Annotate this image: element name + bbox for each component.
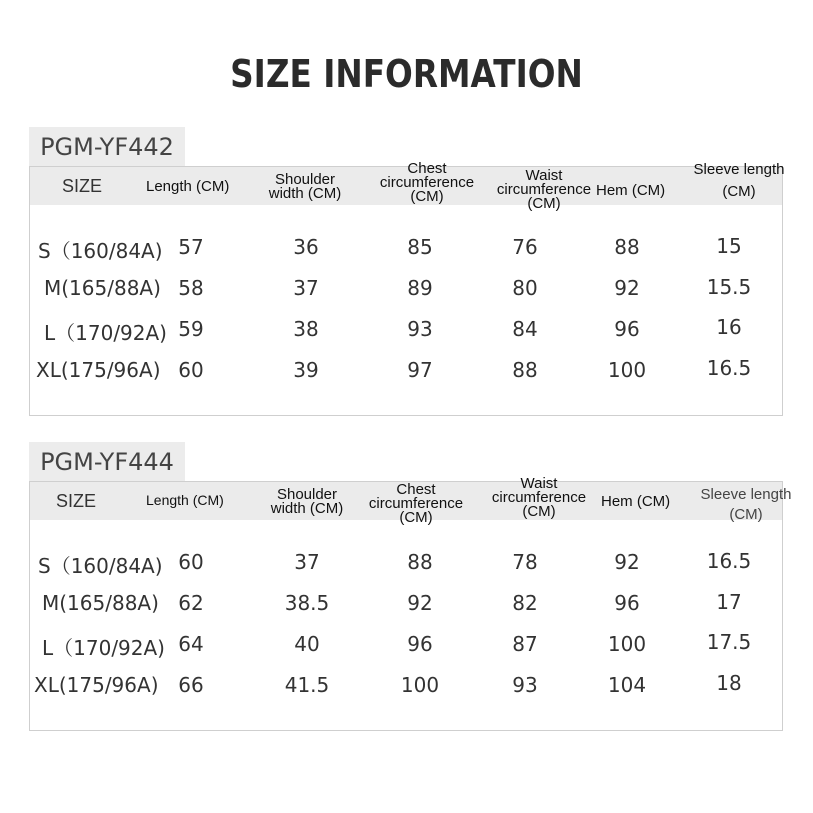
cell-sleeve: 15.5 xyxy=(706,275,752,299)
cell-waist: 78 xyxy=(512,550,538,574)
cell-chest: 85 xyxy=(407,235,433,259)
cell-sleeve: 15 xyxy=(716,234,742,258)
cell-shoulder: 37 xyxy=(293,276,319,300)
cell-waist: 80 xyxy=(512,276,538,300)
cell-sleeve: 18 xyxy=(716,671,742,695)
cell-waist: 84 xyxy=(512,317,538,341)
table-header-2 xyxy=(30,475,792,526)
cell-sleeve: 17 xyxy=(716,590,742,614)
header-waist: Waist circumference (CM) xyxy=(496,167,592,212)
size-table-1 xyxy=(29,160,785,416)
cell-shoulder: 36 xyxy=(293,235,319,259)
cell-sleeve: 16.5 xyxy=(706,356,752,380)
cell-shoulder: 40 xyxy=(294,632,320,656)
cell-length: 60 xyxy=(178,550,204,574)
cell-shoulder: 41.5 xyxy=(284,673,330,697)
cell-size: M(165/88A) xyxy=(42,591,159,615)
cell-chest: 88 xyxy=(407,550,433,574)
header-length: Length (CM) xyxy=(146,492,224,508)
model-tab-1: PGM-YF442 xyxy=(29,127,185,166)
cell-hem: 92 xyxy=(614,276,640,300)
cell-shoulder: 38 xyxy=(293,317,319,341)
cell-waist: 82 xyxy=(512,591,538,615)
cell-sleeve: 16.5 xyxy=(706,549,752,573)
cell-length: 66 xyxy=(178,673,204,697)
header-sleeve: Sleeve length (CM) xyxy=(700,486,792,523)
table-header-1 xyxy=(30,160,785,212)
header-size: SIZE xyxy=(56,491,97,511)
cell-length: 58 xyxy=(178,276,204,300)
cell-chest: 89 xyxy=(407,276,433,300)
cell-chest: 93 xyxy=(407,317,433,341)
page-title: SIZE INFORMATION xyxy=(230,52,583,96)
cell-size: L（170/92A) xyxy=(42,636,165,660)
cell-size: XL(175/96A) xyxy=(36,358,161,382)
cell-hem: 104 xyxy=(607,673,647,697)
cell-size: L（170/92A) xyxy=(44,321,167,345)
cell-hem: 96 xyxy=(614,591,640,615)
cell-size: XL(175/96A) xyxy=(34,673,159,697)
cell-chest: 100 xyxy=(400,673,440,697)
header-size: SIZE xyxy=(62,176,103,196)
header-chest: Chest circumference (CM) xyxy=(379,160,475,205)
cell-chest: 92 xyxy=(407,591,433,615)
cell-shoulder: 37 xyxy=(294,550,320,574)
cell-chest: 97 xyxy=(407,358,433,382)
cell-waist: 93 xyxy=(512,673,538,697)
cell-length: 60 xyxy=(178,358,204,382)
cell-waist: 88 xyxy=(512,358,538,382)
cell-waist: 87 xyxy=(512,632,538,656)
header-length: Length (CM) xyxy=(146,178,230,195)
size-table-2 xyxy=(29,475,792,731)
cell-hem: 100 xyxy=(607,358,647,382)
cell-size: M(165/88A) xyxy=(44,276,161,300)
cell-hem: 100 xyxy=(607,632,647,656)
cell-chest: 96 xyxy=(407,632,433,656)
cell-hem: 96 xyxy=(614,317,640,341)
header-shoulder: Shoulder width (CM) xyxy=(268,171,342,202)
cell-shoulder: 39 xyxy=(293,358,319,382)
cell-length: 59 xyxy=(178,317,204,341)
cell-length: 57 xyxy=(178,235,204,259)
cell-size: S（160/84A) xyxy=(38,239,163,263)
cell-length: 62 xyxy=(178,591,204,615)
cell-sleeve: 17.5 xyxy=(706,630,752,654)
header-hem: Hem (CM) xyxy=(601,493,671,510)
header-hem: Hem (CM) xyxy=(596,182,666,199)
cell-hem: 88 xyxy=(614,235,640,259)
header-waist: Waist circumference (CM) xyxy=(491,475,587,520)
header-chest: Chest circumference (CM) xyxy=(368,481,464,526)
cell-shoulder: 38.5 xyxy=(284,591,330,615)
cell-length: 64 xyxy=(178,632,204,656)
cell-sleeve: 16 xyxy=(716,315,742,339)
model-tab-2: PGM-YF444 xyxy=(29,442,185,481)
header-shoulder: Shoulder width (CM) xyxy=(270,486,344,517)
cell-hem: 92 xyxy=(614,550,640,574)
cell-size: S（160/84A) xyxy=(38,554,163,578)
header-sleeve: Sleeve length (CM) xyxy=(693,161,785,200)
cell-waist: 76 xyxy=(512,235,538,259)
